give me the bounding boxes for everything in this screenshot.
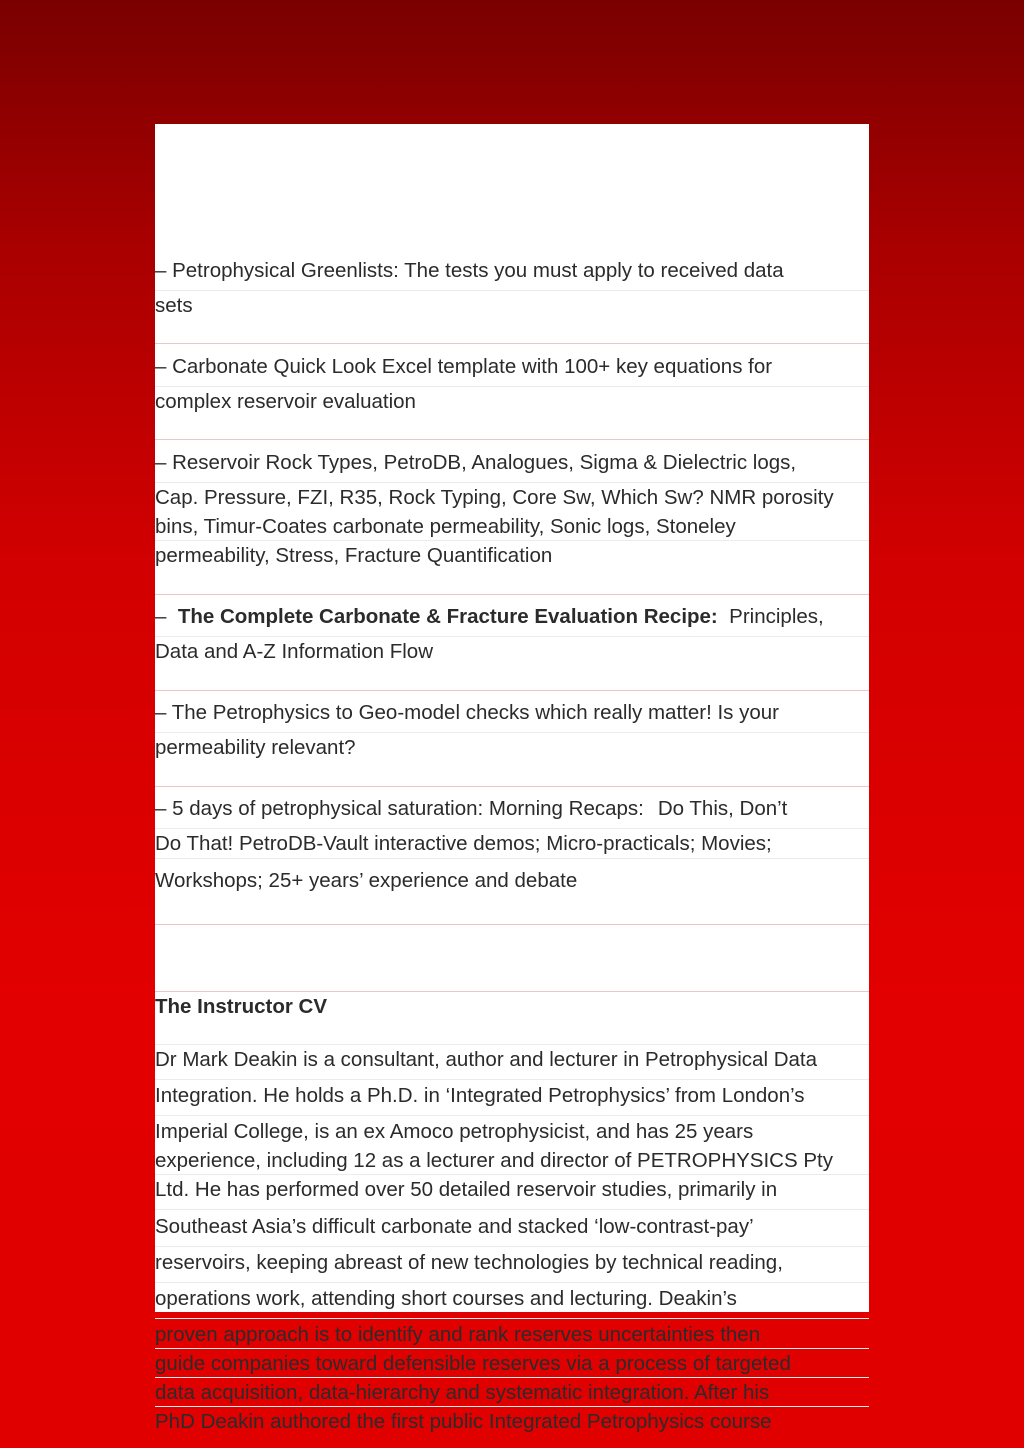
bullet-geomodel-line-1: – The Petrophysics to Geo-model checks which really matter! Is your bbox=[155, 701, 779, 724]
bullet-greenlists-line-2: sets bbox=[155, 294, 193, 317]
bullet-rocktypes-line-4: permeability, Stress, Fracture Quantification bbox=[155, 544, 553, 567]
cv-heading: The Instructor CV bbox=[155, 995, 327, 1018]
line-rule bbox=[155, 1246, 869, 1247]
separator-rule bbox=[155, 991, 869, 992]
line-rule bbox=[155, 1079, 869, 1080]
bullet-greenlists-line-1: – Petrophysical Greenlists: The tests you must apply to received data bbox=[155, 259, 784, 282]
line-rule bbox=[155, 858, 869, 859]
separator-rule bbox=[155, 786, 869, 787]
line-rule bbox=[155, 1377, 869, 1378]
line-rule bbox=[155, 636, 869, 637]
cv-line-1 bbox=[155, 1050, 869, 1071]
line-rule bbox=[155, 1318, 869, 1319]
bullet-rocktypes-line-3: bins, Timur-Coates carbonate permeability, Sonic logs, Stoneley bbox=[155, 515, 736, 538]
line-rule bbox=[155, 540, 869, 541]
bullet-dash: – bbox=[155, 605, 167, 628]
separator-rule bbox=[155, 594, 869, 595]
cv-line-9: proven approach is to identify and rank reserves uncertainties then bbox=[155, 1323, 761, 1346]
bullet-saturation-line-2: Do That! PetroDB-Vault interactive demos; Micro-practicals; Movies; bbox=[155, 832, 772, 855]
line-rule bbox=[155, 732, 869, 733]
cv-line-6: Southeast Asia’s difficult carbonate and stacked ‘low-contrast-pay’ bbox=[155, 1215, 754, 1238]
bullet-geomodel-line-2: permeability relevant? bbox=[155, 736, 356, 759]
bullet-quicklook-line-1: – Carbonate Quick Look Excel template with 100+ key equations for bbox=[155, 355, 773, 378]
line-rule bbox=[155, 1115, 869, 1116]
line-rule bbox=[155, 828, 869, 829]
bullet-saturation-line-1 bbox=[155, 799, 869, 820]
line-rule bbox=[155, 1044, 869, 1045]
bullet-recipe-rest: Principles, bbox=[729, 605, 824, 628]
bullet-recipe-line-1 bbox=[155, 607, 869, 628]
bullet-rocktypes-line-1: – Reservoir Rock Types, PetroDB, Analogues, Sigma & Dielectric logs, bbox=[155, 451, 797, 474]
line-rule bbox=[155, 1406, 869, 1407]
bullet-recipe-title: The Complete Carbonate & Fracture Evaluation Recipe: bbox=[177, 605, 718, 628]
line-rule bbox=[155, 1282, 869, 1283]
cv-line-2: Integration. He holds a Ph.D. in ‘Integrated Petrophysics’ from London’s bbox=[155, 1084, 805, 1107]
cv-line-3: Imperial College, is an ex Amoco petrophysicist, and has 25 years bbox=[155, 1120, 754, 1143]
separator-rule bbox=[155, 343, 869, 344]
cv-line-4: experience, including 12 as a lecturer and director of PETROPHYSICS Pty bbox=[155, 1149, 833, 1172]
cv-line-7: reservoirs, keeping abreast of new technologies by technical reading, bbox=[155, 1251, 783, 1274]
line-rule bbox=[155, 386, 869, 387]
cv-line-8: operations work, attending short courses and lecturing. Deakin’s bbox=[155, 1287, 737, 1310]
document-page bbox=[155, 124, 869, 1433]
line-rule bbox=[155, 1348, 869, 1349]
bullet-saturation-part-b: Do This, Don’t bbox=[657, 797, 788, 820]
bullet-saturation-line-3: Workshops; 25+ years’ experience and debate bbox=[155, 869, 578, 892]
separator-rule bbox=[155, 924, 869, 925]
cv-line-text: Dr Mark Deakin is a consultant, author and lecturer in Petrophysical Data bbox=[155, 1048, 818, 1071]
line-rule bbox=[155, 482, 869, 483]
bullet-rocktypes-line-2: Cap. Pressure, FZI, R35, Rock Typing, Core Sw, Which Sw? NMR porosity bbox=[155, 486, 834, 509]
line-rule bbox=[155, 1209, 869, 1210]
cv-line-10: guide companies toward defensible reserves via a process of targeted bbox=[155, 1352, 791, 1375]
cv-line-11: data acquisition, data-hierarchy and systematic integration. After his bbox=[155, 1381, 770, 1404]
line-rule bbox=[155, 1174, 869, 1175]
bullet-quicklook-line-2: complex reservoir evaluation bbox=[155, 390, 416, 413]
bullet-recipe-line-2: Data and A-Z Information Flow bbox=[155, 640, 434, 663]
cv-line-12: PhD Deakin authored the first public Integrated Petrophysics course bbox=[155, 1410, 772, 1433]
separator-rule bbox=[155, 690, 869, 691]
cv-line-5: Ltd. He has performed over 50 detailed reservoir studies, primarily in bbox=[155, 1178, 778, 1201]
separator-rule bbox=[155, 439, 869, 440]
bullet-saturation-part-a: – 5 days of petrophysical saturation: Morning Recaps: bbox=[155, 797, 644, 820]
line-rule bbox=[155, 290, 869, 291]
